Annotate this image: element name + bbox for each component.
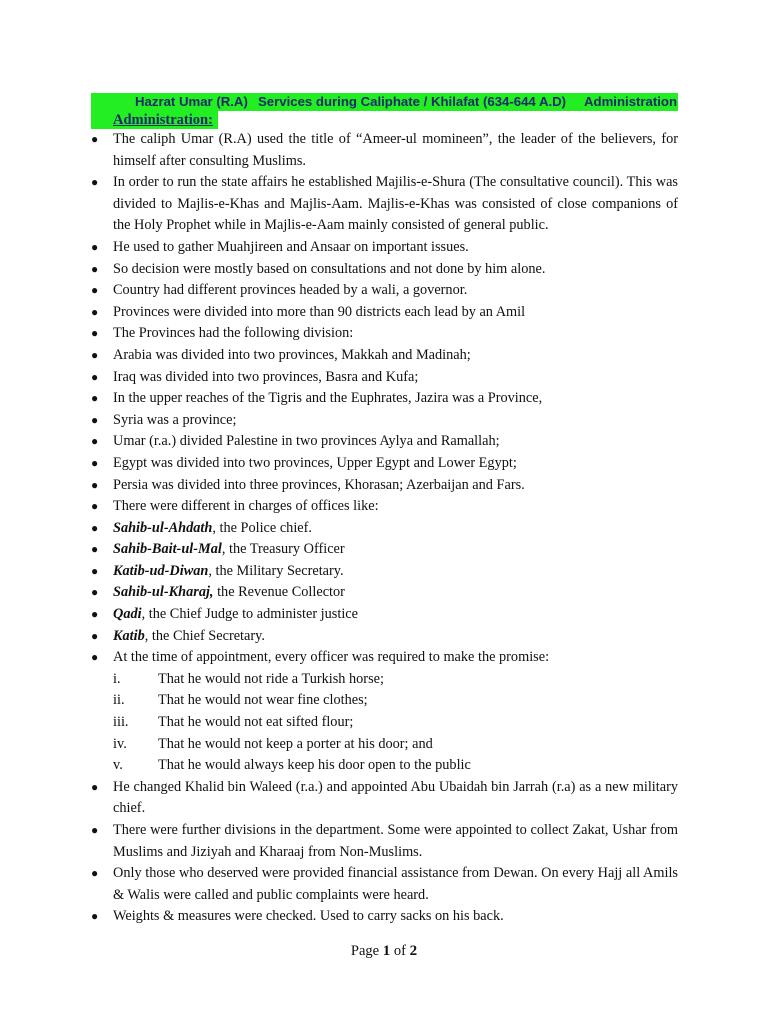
promise-item <box>91 755 678 777</box>
bullet-icon: ● <box>91 132 99 146</box>
bullet-icon: ● <box>91 455 99 470</box>
list-item: ● There were further divisions in the department. Some were appointed to collect Zakat, Ushar from Muslims and Jiziyah and Kharaaj from Non-Muslims. <box>91 822 678 860</box>
content-list <box>91 129 678 928</box>
office-desc: the Revenue Collector <box>213 584 345 601</box>
promise-number: ii. <box>113 692 125 709</box>
header-topic: Administration <box>584 94 678 109</box>
promise-item <box>91 669 678 691</box>
list-item: ● In the upper reaches of the Tigris and the Euphrates, Jazira was a Province, <box>91 388 678 410</box>
list-item: ● He used to gather Muahjireen and Ansaar on important issues. <box>91 237 678 259</box>
header-title: Hazrat Umar (R.A) <box>135 94 248 109</box>
bullet-icon: ● <box>91 391 99 406</box>
bullet-icon: ● <box>91 261 99 276</box>
office-item <box>91 561 678 583</box>
section-heading: Administration: <box>91 111 218 129</box>
office-desc: , the Chief Judge to administer justice <box>141 606 359 623</box>
list-item: ● The caliph Umar (R.A) used the title of “Ameer-ul momineen”, the leader of the believers, for himself after consulting Muslims. <box>91 131 678 169</box>
list-item: ● He changed Khalid bin Waleed (r.a.) and appointed Abu Ubaidah bin Jarrah (r.a) as a new military chief. <box>91 778 678 817</box>
bullet-icon: ● <box>91 326 99 341</box>
bullet-icon: ● <box>91 628 99 643</box>
bullet-icon: ● <box>91 779 99 794</box>
bullet-icon: ● <box>91 823 99 837</box>
bullet-icon: ● <box>91 477 99 492</box>
list-item: ● Umar (r.a.) divided Palestine in two provinces Aylya and Ramallah; <box>91 431 678 453</box>
list-item: ● Country had different provinces headed by a wali, a governor. <box>91 280 678 302</box>
office-desc: , the Police chief. <box>212 519 312 536</box>
office-item <box>91 539 678 561</box>
page-total: 2 <box>409 943 418 959</box>
bullet-icon: ● <box>91 520 99 535</box>
bullet-icon: ● <box>91 650 99 665</box>
bullet-icon: ● <box>91 499 99 514</box>
list-item: ● Arabia was divided into two provinces, Makkah and Madinah; <box>91 345 678 367</box>
list-item: ● At the time of appointment, every officer was required to make the promise: <box>91 647 678 669</box>
bullet-icon: ● <box>91 175 99 190</box>
promise-text: That he would not ride a Turkish horse; <box>158 670 384 687</box>
office-title: Sahib-Bait-ul-Mal <box>113 541 222 558</box>
page-label: Page <box>350 943 380 959</box>
bullet-icon: ● <box>91 369 99 384</box>
promise-number: iii. <box>113 714 129 731</box>
office-title: Katib <box>113 627 145 644</box>
list-item: ● Egypt was divided into two provinces, Upper Egypt and Lower Egypt; <box>91 453 678 475</box>
bullet-icon: ● <box>91 563 99 578</box>
page-header-bar <box>91 93 678 111</box>
office-item <box>91 626 678 648</box>
page-footer <box>0 942 768 960</box>
promise-item <box>91 690 678 712</box>
office-title: Sahib-ul-Ahdath <box>113 519 213 536</box>
office-desc: , the Treasury Officer <box>221 541 345 558</box>
bullet-icon: ● <box>91 239 99 254</box>
office-item <box>91 604 678 626</box>
page-number: 1 <box>382 943 391 959</box>
bullet-icon: ● <box>91 412 99 427</box>
list-item: ● Persia was divided into three provinces, Khorasan; Azerbaijan and Fars. <box>91 475 678 497</box>
list-item: ● Iraq was divided into two provinces, Basra and Kufa; <box>91 367 678 389</box>
bullet-icon: ● <box>91 304 99 319</box>
office-title: Sahib-ul-Kharaj, <box>113 584 214 601</box>
list-item: ● Provinces were divided into more than 90 districts each lead by an Amil <box>91 302 678 324</box>
promise-number: iv. <box>113 735 127 752</box>
list-item: ● So decision were mostly based on consultations and not done by him alone. <box>91 259 678 281</box>
list-item: ● In order to run the state affairs he established Majilis-e-Shura (The consultative council). This was divided to Majlis-e-Khas and Majlis-Aam. Majlis-e-Khas was consisted of close companions of the Holy Prophet while in Majlis-e-Aam mainly consisted of general public. <box>91 174 678 234</box>
bullet-icon: ● <box>91 866 99 881</box>
promise-number: v. <box>113 757 123 774</box>
office-desc: , the Military Secretary. <box>208 562 344 579</box>
office-desc: , the Chief Secretary. <box>144 627 265 644</box>
bullet-icon: ● <box>91 542 99 557</box>
list-item: ● Only those who deserved were provided financial assistance from Dewan. On every Hajj all Amils & Walis were called and public complaints were heard. <box>91 865 678 903</box>
bullet-icon: ● <box>91 585 99 600</box>
list-item: ● Weights & measures were checked. Used to carry sacks on his back. <box>91 906 678 928</box>
promise-text: That he would always keep his door open to the public <box>158 757 471 774</box>
of-label: of <box>393 943 406 959</box>
promise-number: i. <box>113 670 121 687</box>
header-section: Services during Caliphate / Khilafat (634-644 A.D) <box>258 94 567 109</box>
promise-text: That he would not keep a porter at his door; and <box>158 735 433 752</box>
list-item: ● Syria was a province; <box>91 410 678 432</box>
bullet-icon: ● <box>91 607 99 622</box>
bullet-icon: ● <box>91 909 99 924</box>
list-item: ● There were different in charges of offices like: <box>91 496 678 518</box>
promise-item <box>91 734 678 756</box>
bullet-icon: ● <box>91 283 99 298</box>
bullet-icon: ● <box>91 434 99 449</box>
office-item <box>91 582 678 604</box>
bullet-icon: ● <box>91 347 99 362</box>
list-item: ● The Provinces had the following division: <box>91 323 678 345</box>
office-title: Katib-ud-Diwan <box>113 562 209 579</box>
office-item <box>91 518 678 540</box>
promise-text: That he would not wear fine clothes; <box>158 692 368 709</box>
office-title: Qadi <box>113 606 142 623</box>
promise-item <box>91 712 678 734</box>
promise-text: That he would not eat sifted flour; <box>158 714 354 731</box>
